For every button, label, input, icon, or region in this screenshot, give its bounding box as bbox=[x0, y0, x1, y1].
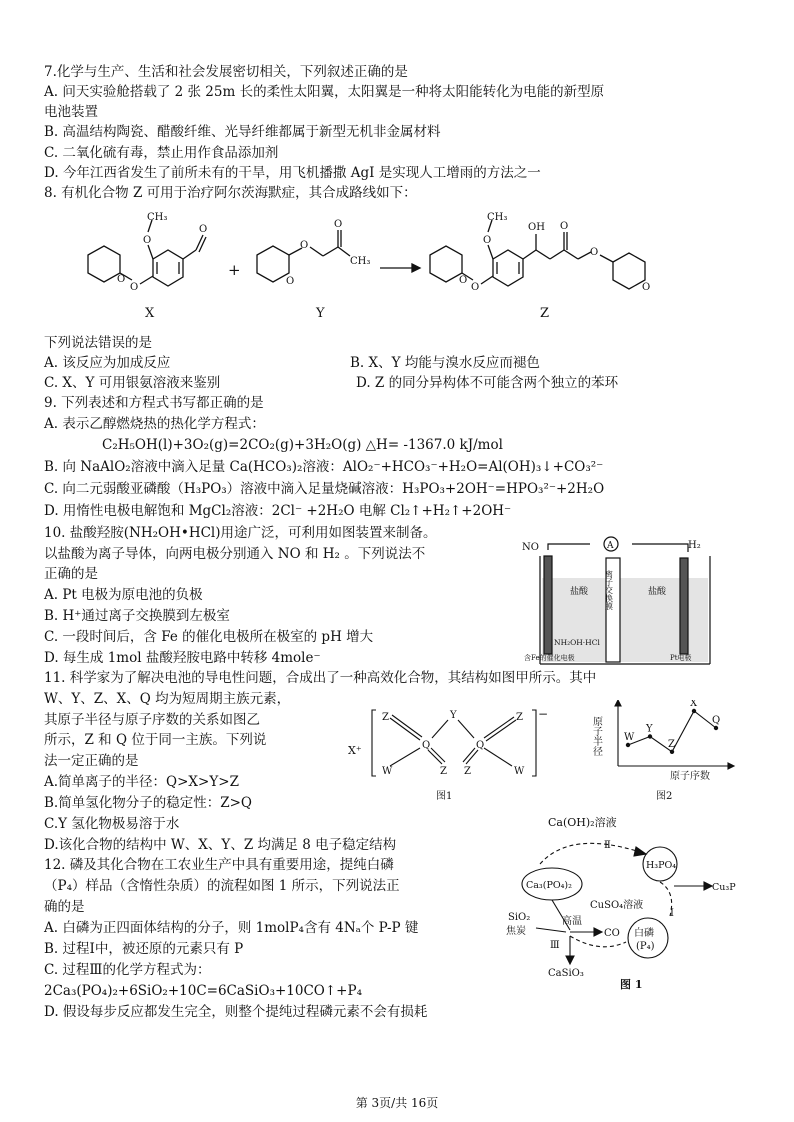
svg-text:Cu₃P: Cu₃P bbox=[712, 882, 736, 893]
svg-text:盐酸: 盐酸 bbox=[648, 587, 667, 597]
h2-inlet-label: H₂ bbox=[688, 540, 701, 551]
q12-figure-caption: 图 1 bbox=[620, 978, 643, 991]
q12-stem-line2: （P₄）样品（含惰性杂质）的流程如图 1 所示，下列说法正 bbox=[44, 878, 400, 894]
svg-text:W: W bbox=[514, 766, 525, 777]
svg-text:Ca(OH)₂溶液: Ca(OH)₂溶液 bbox=[548, 816, 617, 829]
q10-stem-line3: 正确的是 bbox=[44, 566, 98, 582]
q9-option-d: D. 用惰性电极电解饱和 MgCl₂溶液：2Cl⁻ +2H₂O 电解 Cl₂↑+H₂↑+2OH⁻ bbox=[44, 503, 512, 519]
q11-figure1-structure bbox=[346, 700, 560, 804]
cycle-arrow-2 bbox=[540, 843, 640, 864]
svg-text:CO: CO bbox=[604, 928, 620, 939]
q9-option-b: B. 向 NaAlO₂溶液中滴入足量 Ca(HCO₃)₂溶液：AlO₂⁻+HCO₃⁻+H₂O=Al(OH)₃↓+CO₃²⁻ bbox=[44, 459, 604, 475]
fig2-point-label-x: X bbox=[690, 700, 698, 709]
q12-option-b: B. 过程Ⅰ中，被还原的元素只有 P bbox=[44, 941, 244, 957]
q12-flowchart bbox=[500, 812, 736, 992]
fig2-point-label-w: W bbox=[624, 732, 635, 743]
q8-lead: 下列说法错误的是 bbox=[44, 335, 152, 351]
svg-text:O: O bbox=[590, 247, 599, 258]
q12-option-d: D. 假设每步反应都发生完全，则整个提纯过程磷元素不会有损耗 bbox=[44, 1004, 428, 1020]
q10-option-d: D. 每生成 1mol 盐酸羟胺电路中转移 4mole⁻ bbox=[44, 650, 321, 666]
q7-stem: 7.化学与生产、生活和社会发展密切相关，下列叙述正确的是 bbox=[44, 64, 408, 80]
plus-sign: + bbox=[228, 261, 241, 279]
q7-option-a: A. 问天实验舱搭载了 2 张 25m 长的柔性太阳翼，太阳翼是一种将太阳能转化为电能的新型原 bbox=[44, 84, 605, 100]
svg-text:CH₃: CH₃ bbox=[350, 256, 371, 267]
fig2-y-label: 原子半径 bbox=[590, 716, 602, 756]
svg-text:高温: 高温 bbox=[562, 916, 582, 927]
q12-stem: 12. 磷及其化合物在工农业生产中具有重要用途，提纯白磷 bbox=[44, 857, 394, 873]
q8-option-b: B. X、Y 均能与溴水反应而褪色 bbox=[350, 355, 540, 371]
x-label: X bbox=[145, 306, 155, 321]
fig2-point-label-y: Y bbox=[646, 723, 653, 735]
q8-option-a: A. 该反应为加成反应 bbox=[44, 355, 171, 371]
svg-text:O: O bbox=[459, 275, 468, 286]
svg-text:W: W bbox=[382, 766, 393, 777]
svg-text:Ⅲ: Ⅲ bbox=[550, 940, 560, 951]
svg-text:O: O bbox=[143, 235, 152, 246]
fig2-point-label-z: Z bbox=[668, 738, 675, 750]
q11-stem-line5: 法一定正确的是 bbox=[44, 753, 139, 769]
q9-option-c: C. 向二元弱酸亚磷酸（H₃PO₃）溶液中滴入足量烧碱溶液：H₃PO₃+2OH⁻=HPO₃²⁻+2H₂O bbox=[44, 481, 605, 497]
svg-text:O: O bbox=[471, 282, 480, 293]
svg-text:Ⅰ: Ⅰ bbox=[670, 908, 674, 919]
svg-text:白磷: 白磷 bbox=[634, 928, 654, 939]
q10-option-c: C. 一段时间后，含 Fe 的催化电极所在极室的 pH 增大 bbox=[44, 629, 374, 645]
pt-electrode bbox=[680, 558, 688, 654]
no-inlet-label: NO bbox=[522, 542, 539, 553]
q12-option-c-equation: 2Ca₃(PO₄)₂+6SiO₂+10C=6CaSiO₃+10CO↑+P₄ bbox=[44, 983, 362, 999]
svg-text:盐酸: 盐酸 bbox=[570, 587, 589, 597]
process-3-line bbox=[552, 900, 570, 930]
fig2-point-z bbox=[670, 750, 674, 754]
svg-text:Q: Q bbox=[422, 740, 431, 751]
svg-text:H₃PO₄: H₃PO₄ bbox=[646, 860, 677, 871]
fig1-caption: 图1 bbox=[436, 791, 453, 802]
svg-text:NH₂OH·HCl: NH₂OH·HCl bbox=[554, 638, 600, 647]
q8-stem: 8. 有机化合物 Z 可用于治疗阿尔茨海默症，其合成路线如下： bbox=[44, 185, 417, 201]
q12-option-c: C. 过程Ⅲ的化学方程式为： bbox=[44, 962, 211, 978]
svg-text:O: O bbox=[642, 282, 651, 293]
svg-text:O: O bbox=[334, 219, 343, 230]
svg-text:Z: Z bbox=[464, 766, 471, 777]
svg-text:SiO₂: SiO₂ bbox=[508, 912, 531, 923]
fig2-point-label-q: Q bbox=[712, 715, 721, 726]
svg-text:OH: OH bbox=[528, 222, 545, 233]
svg-text:CH₃: CH₃ bbox=[147, 212, 168, 223]
q11-option-c: C.Y 氢化物极易溶于水 bbox=[44, 816, 180, 832]
q12-stem-line3: 确的是 bbox=[44, 899, 85, 915]
svg-text:Z: Z bbox=[516, 712, 523, 723]
z-thp-ring-right bbox=[613, 253, 645, 289]
svg-text:Q: Q bbox=[476, 740, 485, 751]
svg-text:Pt电极: Pt电极 bbox=[670, 654, 692, 662]
svg-text:含Fe的催化电极: 含Fe的催化电极 bbox=[524, 654, 575, 662]
svg-text:O: O bbox=[560, 221, 569, 232]
svg-text:CH₃: CH₃ bbox=[487, 212, 508, 223]
svg-text:Y: Y bbox=[450, 710, 457, 721]
svg-text:O: O bbox=[199, 224, 208, 235]
q9-option-a: A. 表示乙醇燃烧热的热化学方程式： bbox=[44, 416, 265, 432]
svg-text:X⁺: X⁺ bbox=[348, 744, 362, 757]
svg-text:A: A bbox=[607, 541, 614, 551]
fig2-point-y bbox=[648, 734, 652, 738]
q9-option-a-equation: C₂H₅OH(l)+3O₂(g)=2CO₂(g)+3H₂O(g) △H= -1367.0 kJ/mol bbox=[102, 437, 503, 453]
q11-stem-line4: 所示，Z 和 Q 位于同一主族。下列说 bbox=[44, 732, 267, 748]
q10-option-a: A. Pt 电极为原电池的负极 bbox=[44, 587, 203, 603]
q7-option-c: C. 二氧化硫有毒，禁止用作食品添加剂 bbox=[44, 145, 279, 161]
fig2-point-w bbox=[626, 743, 630, 747]
y-label: Y bbox=[316, 306, 325, 321]
x-thp-ring bbox=[88, 246, 120, 282]
svg-text:Ⅱ: Ⅱ bbox=[604, 840, 611, 851]
fig2-point-q bbox=[714, 726, 718, 730]
fig2-point-x bbox=[692, 709, 696, 713]
fig2-x-label: 原子序数 bbox=[670, 771, 710, 782]
q11-option-d: D.该化合物的结构中 W、X、Y、Z 均满足 8 电子稳定结构 bbox=[44, 837, 397, 853]
q7-option-b: B. 高温结构陶瓷、醋酸纤维、光导纤维都属于新型无机非金属材料 bbox=[44, 124, 441, 140]
q8-option-c: C. X、Y 可用银氨溶液来鉴别 bbox=[44, 375, 221, 391]
q9-stem: 9. 下列表述和方程式书写都正确的是 bbox=[44, 395, 264, 411]
svg-text:O: O bbox=[300, 240, 309, 251]
q10-stem: 10. 盐酸羟胺(NH₂OH•HCl)用途广泛，可利用如图装置来制备。 bbox=[44, 525, 437, 541]
y-thp-ring bbox=[257, 246, 289, 282]
page-footer: 第 3页/共 16页 bbox=[355, 1096, 439, 1110]
fe-electrode bbox=[544, 556, 552, 654]
q11-stem-line3: 其原子半径与原子序数的关系如图乙 bbox=[44, 712, 260, 728]
svg-text:Z: Z bbox=[382, 712, 389, 723]
svg-text:焦炭: 焦炭 bbox=[506, 926, 526, 937]
svg-text:Ca₃(PO₄)₂: Ca₃(PO₄)₂ bbox=[526, 880, 572, 891]
q8-reaction-scheme bbox=[60, 210, 720, 328]
svg-text:离子交换膜: 离子交换膜 bbox=[604, 570, 614, 610]
svg-text:CuSO₄溶液: CuSO₄溶液 bbox=[590, 900, 644, 911]
q12-option-a: A. 白磷为正四面体结构的分子，则 1molP₄含有 4Nₐ个 P-P 键 bbox=[44, 920, 419, 936]
svg-text:Z: Z bbox=[440, 766, 447, 777]
z-label: Z bbox=[540, 306, 550, 321]
q7-option-a-cont: 电池装置 bbox=[44, 104, 98, 120]
q11-option-a: A.简单离子的半径：Q>X>Y>Z bbox=[44, 774, 239, 790]
svg-text:O: O bbox=[117, 274, 126, 285]
svg-text:O: O bbox=[130, 282, 139, 293]
q10-option-b: B. H⁺通过离子交换膜到左极室 bbox=[44, 608, 230, 624]
q11-figure2-chart bbox=[588, 700, 738, 804]
q11-stem-line2: W、Y、Z、X、Q 均为短周期主族元素， bbox=[44, 691, 291, 707]
fig2-caption: 图2 bbox=[656, 791, 673, 802]
svg-text:−: − bbox=[538, 707, 549, 721]
svg-text:CaSiO₃: CaSiO₃ bbox=[548, 968, 584, 979]
q10-electrolysis-cell bbox=[520, 536, 732, 668]
svg-text:O: O bbox=[286, 276, 295, 287]
svg-text:(P₄): (P₄) bbox=[636, 941, 655, 952]
q10-stem-line2: 以盐酸为离子导体，向两电极分别通入 NO 和 H₂ 。下列说法不 bbox=[44, 546, 426, 562]
q8-option-d: D. Z 的同分异构体不可能含两个独立的苯环 bbox=[356, 375, 619, 391]
q11-stem: 11. 科学家为了解决电池的导电性问题，合成出了一种高效化合物，其结构如图甲所示。其中 bbox=[44, 670, 597, 686]
z-thp-ring-left bbox=[430, 246, 462, 282]
q11-option-b: B.简单氢化物分子的稳定性：Z>Q bbox=[44, 795, 252, 811]
q7-option-d: D. 今年江西省发生了前所未有的干旱，用飞机播撒 AgI 是实现人工增雨的方法之一 bbox=[44, 165, 541, 181]
svg-text:O: O bbox=[483, 235, 492, 246]
